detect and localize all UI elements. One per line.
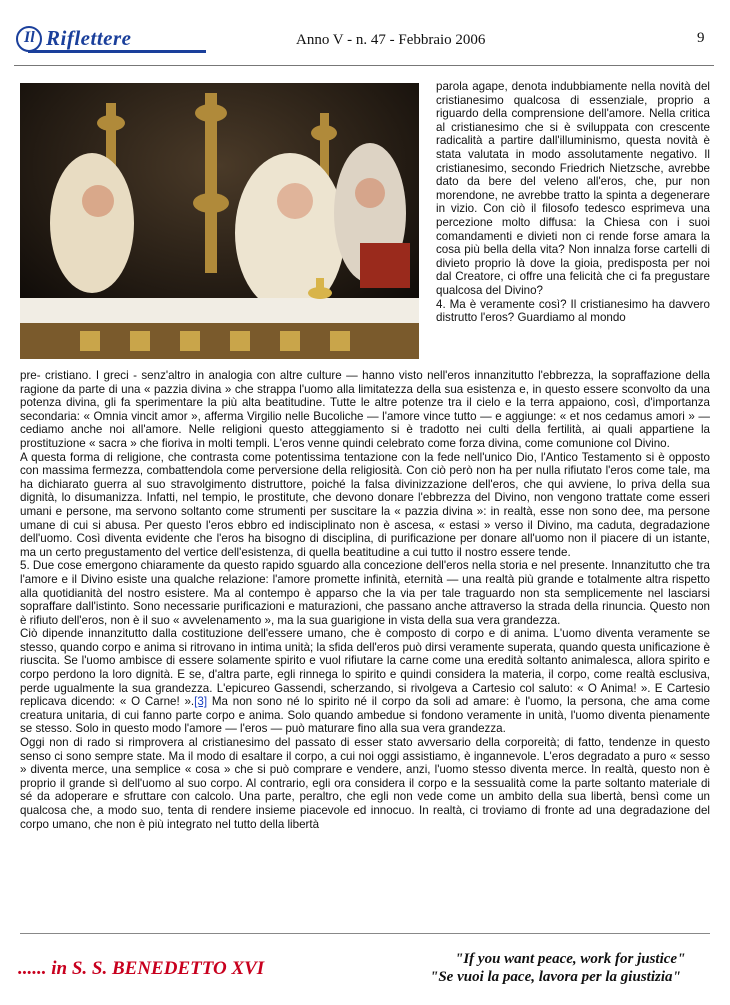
footnote-link[interactable]: [3]	[194, 695, 208, 709]
paragraph: A questa forma di religione, che contrasta come potentissima tentazione con la fede nell'unico Dio, l'Antico Testamento si è opposto con massima fermezza, combattendola come perversione della religiosità. Con ciò però non ha per nulla rifiutato l'eros come tale, ma ha dichiarato guerra al suo stravolgimento distruttore, poiché la falsa divinizzazione dell'eros, che qui avviene, lo priva della sua dignità, lo disumanizza. Infatti, nel tempio, le prostitute, che devono donare l'ebbrezza del Divino, non vengono trattate come esseri umani e persone, ma servono soltanto come strumenti per suscitare la « pazzia divina »: in realtà, esse non sono dee, ma persone umane di cui si abusa. Per questo l'eros ebbro ed indisciplinato non è ascesa, « estasi » verso il Divino, ma caduta, degradazione dell'uomo. Così diventa evidente che l'eros ha bisogno di disciplina, di purificazione per donare all'uomo non il piacere di un istante, ma un certo pregustamento del vertice dell'esistenza, di quella beatitudine a cui tutto il nostro essere tende.	[20, 450, 710, 559]
paragraph-text: Ciò dipende innanzitutto dalla costituzione dell'essere umano, che è composto di corpo e di anima. L'uomo diventa veramente se stesso, quando corpo e anima si ritrovano in intima unità; la sfida dell'eros può dirsi veramente superata, quando questa unificazione è riuscita. Se l'uomo ambisce di essere solamente spirito e vuol rifiutare la carne come una eredità soltanto animalesca, allora spirito e corpo perdono la loro dignità. E se, d'altra parte, egli rinnega lo spirito e quindi considera la materia, il corpo, come realtà esclusiva, perde ugualmente la sua grandezza. L'epicureo Gassendi, scherzando, si rivolgeva a Cartesio col saluto: « O Anima! ». E Cartesio replicava dicendo: « O Carne! ».	[20, 627, 710, 709]
footer-motto: ...... in S. S. BENEDETTO XVI	[18, 958, 265, 979]
logo-article: Il	[24, 29, 35, 46]
paragraph-with-footnote	[20, 627, 710, 736]
footer-quote-italian: "Se vuoi la pace, lavora per la giustizia"	[430, 969, 681, 985]
header-divider	[14, 65, 714, 66]
altar-photo	[20, 83, 419, 359]
paragraph: Oggi non di rado si rimprovera al cristianesimo del passato di esser stato avversario della corporeità; di fatto, tendenze in questo senso ci sono sempre state. Ma il modo di esaltare il corpo, a cui noi oggi assistiamo, è ingannevole. L'eros degradato a puro « sesso » diventa merce, una semplice « cosa » che si può comprare e vendere, anzi, l'uomo stesso diventa merce. In realtà, questo non è proprio il grande sì dell'uomo al suo corpo. Al contrario, egli ora considera il corpo e la sessualità come la parte soltanto materiale di sé da adoperare e sfruttare con calcolo. Una parte, peraltro, che egli non vede come un ambito della sua libertà, bensì come un qualcosa che, a modo suo, tenta di rendere insieme piacevole ed innocuo. In realtà, ci troviamo di fronte ad una degradazione del corpo umano, che non è più integrato nel tutto della libertà	[20, 736, 710, 831]
paragraph: parola agape, denota indubbiamente nella novità del cristianesimo qualcosa di essenziale, proprio a riguardo della comprensione dell'amore. Nella critica al cristianesimo che si è sviluppata con crescente radicalità a partire dall'illuminismo, questa novità è stata valutata in modo assolutamente negativo. Il cristianesimo, secondo Friedrich Nietzsche, avrebbe dato da bere del veleno all'eros, che, pur non morendone, ne avrebbe tratto la spinta a degenerare in vizio. Con ciò il filosofo tedesco esprimeva una percezione molto diffusa: la Chiesa con i suoi comandamenti e divieti non ci rende forse amara la cosa più bella della vita? Non innalza forse cartelli di divieto proprio là dove la gioia, predisposta per noi dal Creatore, ci offre una felicità che ci fa pregustare qualcosa del Divino?	[436, 80, 710, 297]
logo-underline	[28, 50, 206, 53]
logo-name: Riflettere	[46, 26, 132, 50]
article-right-column	[436, 80, 710, 325]
paragraph: pre- cristiano. I greci - senz'altro in analogia con altre culture — hanno visto nell'eros innanzitutto l'ebbrezza, la sopraffazione della ragione da parte di una « pazzia divina » che strappa l'uomo alla limitatezza della sua esistenza e, in questo essere sconvolto da una potenza divina, gli fa sperimentare la più alta beatitudine. Tutte le altre potenze tra il cielo e la terra appaiono, così, d'importanza secondaria: « Omnia vincit amor », afferma Virgilio nelle Bucoliche — l'amore vince tutto — e aggiunge: « et nos cedamus amori » — cediamo anche noi all'amore. Nelle religioni questo atteggiamento si è tradotto nei culti della fertilità, ai quali appartiene la prostituzione « sacra » che fioriva in molti templi. L'eros venne quindi celebrato come forza divina, come comunione col Divino.	[20, 369, 710, 450]
article-full-width	[20, 369, 710, 831]
page-header	[0, 0, 730, 62]
paragraph-text: Ma non sono né lo spirito né il corpo da soli ad amare: è l'uomo, la persona, che ama come creatura unitaria, di cui fanno parte corpo e anima. Solo quando ambedue si fondono veramente in unità, l'uomo diventa pienamente se stesso. Solo in questo modo l'amore — l'eros — può maturare fino alla sua vera grandezza.	[20, 695, 711, 736]
footer-quote-english: "If you want peace, work for justice"	[455, 951, 686, 967]
paragraph: 4. Ma è veramente così? Il cristianesimo ha davvero distrutto l'eros? Guardiamo al mondo	[436, 297, 710, 325]
issue-info: Anno V - n. 47 - Febbraio 2006	[296, 32, 486, 48]
page-number: 9	[697, 30, 705, 46]
paragraph: 5. Due cose emergono chiaramente da questo rapido sguardo alla concezione dell'eros nella storia e nel presente. Innanzitutto che tra l'amore e il Divino esiste una qualche relazione: l'amore promette infinità, eternità — una realtà più grande e totalmente altra rispetto alla quotidianità del nostro esistere. Ma al contempo è apparso che la via per tale traguardo non sta semplicemente nel lasciarsi sopraffare dall'istinto. Sono necessarie purificazioni e maturazioni, che passano anche attraverso la strada della rinuncia. Questo non è rifiuto dell'eros, non è il suo « avvelenamento », ma la sua guarigione in vista della sua vera grandezza.	[20, 559, 710, 627]
footer-divider	[20, 933, 710, 934]
